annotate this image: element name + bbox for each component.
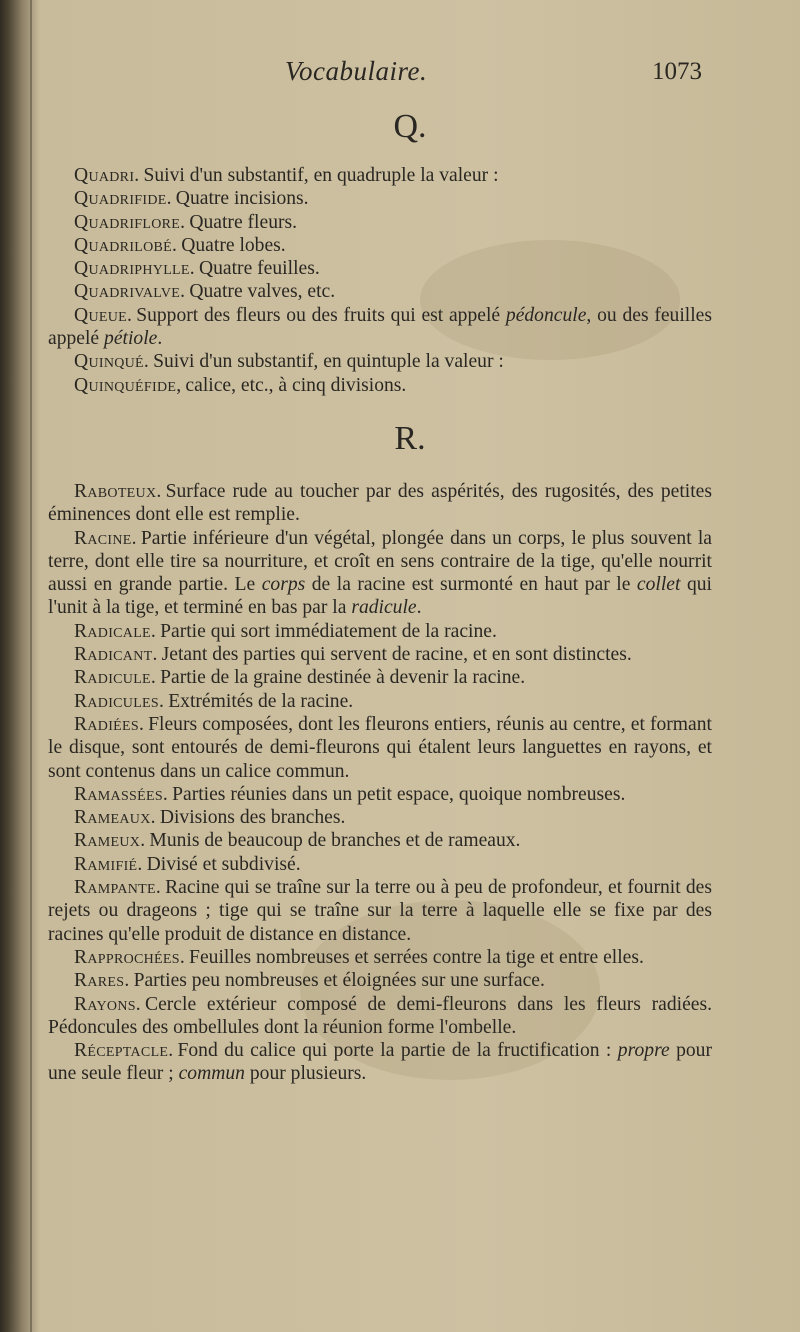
- entry-term: Racine.: [74, 527, 137, 549]
- glossary-entry: [48, 690, 712, 713]
- entry-italic-term: radicule: [351, 597, 417, 619]
- glossary-entry: [48, 164, 712, 187]
- entry-definition: Quatre lobes.: [181, 234, 286, 256]
- entry-definition: Partie qui sort immédiatement de la racine.: [160, 620, 497, 642]
- entry-definition: pour une seule fleur ;: [48, 1040, 712, 1085]
- glossary-entry: [48, 806, 712, 829]
- entry-term: Ramifié.: [74, 853, 143, 875]
- glossary-entry: [48, 666, 712, 689]
- glossary-entry: [48, 211, 712, 234]
- entry-definition: pour plusieurs.: [244, 1063, 367, 1085]
- entry-term: Quinqué.: [74, 351, 150, 373]
- glossary-entry: [48, 993, 712, 1040]
- glossary-entry: [48, 783, 712, 806]
- entry-definition: Cercle extérieur composé de demi-fleurons dans les fleurs radiées. Pédoncules des ombellules dont la réunion forme l'ombelle.: [48, 993, 712, 1038]
- entry-term: Réceptacle.: [74, 1040, 174, 1062]
- entry-definition: Partie de la graine destinée à devenir la racine.: [160, 667, 526, 689]
- entry-definition: Extrémités de la racine.: [168, 690, 354, 712]
- glossary-entry: [48, 946, 712, 969]
- entry-term: Quadriflore.: [74, 211, 186, 233]
- entry-italic-term: pétiole: [104, 328, 158, 350]
- entry-term: Rameaux.: [74, 807, 156, 829]
- entry-definition: Racine qui se traîne sur la terre ou à peu de profondeur, et fournit des rejets ou drageons ; tige qui se traîne sur la terre à laquelle elle se fixe par des racines qu'elle produit de distance en distance.: [48, 877, 712, 945]
- entry-italic-term: propre: [617, 1040, 670, 1062]
- glossary-entry: [48, 853, 712, 876]
- binding-edge: [30, 0, 32, 1332]
- entry-definition: Parties peu nombreuses et éloignées sur une surface.: [133, 970, 545, 992]
- entry-definition: Feuilles nombreuses et serrées contre la tige et entre elles.: [189, 946, 644, 968]
- entry-term: Quadrilobé.: [74, 234, 178, 256]
- entry-definition: Suivi d'un substantif, en quintuple la valeur :: [153, 351, 504, 373]
- entry-term: Radicant.: [74, 644, 158, 666]
- entry-term: Quinquéfide,: [74, 374, 182, 396]
- glossary-entry: [48, 527, 712, 620]
- entry-term: Radicule.: [74, 667, 157, 689]
- entry-definition: Munis de beaucoup de branches et de rameaux.: [149, 830, 521, 852]
- entry-term: Rapprochées.: [74, 946, 186, 968]
- glossary-entry: [48, 234, 712, 257]
- glossary-entry: [48, 374, 712, 397]
- glossary-entry: [48, 257, 712, 280]
- entry-definition: calice, etc., à cinq divisions.: [185, 374, 407, 396]
- entry-list-q: [48, 164, 712, 397]
- entry-italic-term: corps: [261, 574, 306, 596]
- glossary-entry: [48, 350, 712, 373]
- running-title: Vocabulaire.: [285, 56, 428, 86]
- entry-term: Rampante.: [74, 877, 162, 899]
- glossary-entry: [48, 1039, 712, 1086]
- entry-definition: .: [416, 597, 422, 619]
- glossary-entry: [48, 304, 712, 351]
- entry-definition: Partie inférieure d'un végétal, plongée dans un corps, le plus souvent la terre, dont elle tire sa nourriture, et croît en sens contraire de la tige, qu'elle nourrit aussi en grande partie. Le: [48, 527, 712, 596]
- entry-definition: Fond du calice qui porte la partie de la fructification :: [177, 1040, 618, 1062]
- entry-definition: Quatre valves, etc.: [189, 281, 336, 303]
- running-head: [0, 54, 800, 94]
- glossary-entry: [48, 187, 712, 210]
- entry-term: Radicules.: [74, 690, 165, 712]
- section-letter-q: Q.: [393, 108, 427, 145]
- entry-term: Quadrivalve.: [74, 281, 186, 303]
- entry-term: Quadriphylle.: [74, 258, 195, 280]
- entry-definition: Divisé et subdivisé.: [146, 853, 301, 875]
- entry-term: Quadri.: [74, 165, 140, 186]
- entry-term: Radiées.: [74, 713, 145, 735]
- glossary-entry: [48, 876, 712, 946]
- entry-definition: de la racine est surmonté en haut par le: [305, 574, 637, 596]
- entry-term: Rayons.: [74, 993, 142, 1015]
- entry-definition: Quatre fleurs.: [189, 211, 298, 233]
- page-number: 1073: [652, 58, 702, 85]
- entry-definition: Parties réunies dans un petit espace, quoique nombreuses.: [172, 783, 626, 805]
- entry-definition: Quatre feuilles.: [198, 258, 320, 280]
- entry-definition: Jetant des parties qui servent de racine, et en sont distinctes.: [161, 644, 632, 666]
- entry-definition: Quatre incisions.: [175, 188, 309, 210]
- glossary-entry: [48, 620, 712, 643]
- entry-definition: , ou des feuilles appelé: [48, 304, 713, 350]
- glossary-entry: [48, 643, 712, 666]
- entry-term: Quadrifide.: [74, 188, 172, 210]
- entry-term: Raboteux.: [74, 481, 162, 502]
- entry-definition: Surface rude au toucher par des aspérités, des rugosités, des petites éminences dont elle est remplie.: [48, 481, 712, 526]
- entry-definition: Fleurs composées, dont les fleurons entiers, réunis au centre, et formant le disque, sont entourés de demi-fleurons qui étalent leurs languettes en rayons, et sont contenus dans un calice commun.: [48, 713, 712, 782]
- entry-term: Radicale.: [74, 620, 157, 642]
- entry-list-r: [48, 480, 712, 1086]
- entry-term: Rameux.: [74, 830, 146, 852]
- glossary-entry: [48, 480, 712, 527]
- glossary-entry: [48, 829, 712, 852]
- entry-definition: .: [157, 328, 163, 350]
- glossary-entry: [48, 280, 712, 303]
- entry-definition: Support des fleurs ou des fruits qui est appelé: [136, 304, 506, 326]
- entry-italic-term: collet: [636, 574, 681, 596]
- entry-italic-term: pédoncule: [505, 304, 587, 326]
- glossary-entry: [48, 713, 712, 783]
- entry-term: Queue.: [74, 304, 133, 326]
- entry-term: Rares.: [74, 970, 130, 992]
- entry-definition: qui l'unit à la tige, et terminé en bas par la: [48, 574, 712, 619]
- glossary-entry: [48, 969, 712, 992]
- entry-definition: Suivi d'un substantif, en quadruple la valeur :: [143, 165, 499, 186]
- entry-italic-term: commun: [178, 1063, 245, 1085]
- entry-term: Ramassées.: [74, 783, 169, 805]
- section-letter-r: R.: [394, 420, 426, 457]
- entry-definition: Divisions des branches.: [159, 807, 346, 829]
